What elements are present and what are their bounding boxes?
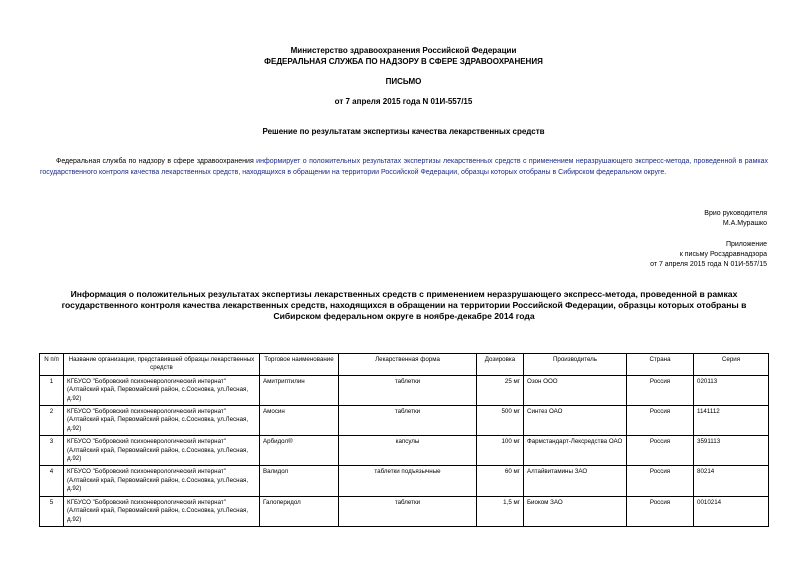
intro-text-plain: Федеральная служба по надзору в сфере здравоохранения <box>56 158 257 165</box>
intro-text-highlight: информирует о положительных результатах экспертизы лекарственных средств с применением неразрушающего экспресс-метода, проведенной в рамках государственного контроля качества лекарственных средств, находящихся в обращении на территории Российской Федерации, образцы которых отобраны в Сибирском федеральном округе. <box>40 158 768 176</box>
cell-dose: 1,5 мг <box>477 496 524 526</box>
appendix-line-1: Приложение <box>725 241 767 248</box>
cell-number: 4 <box>40 466 64 496</box>
cell-dose: 100 мг <box>477 436 524 466</box>
service-name: ФЕДЕРАЛЬНАЯ СЛУЖБА ПО НАДЗОРУ В СФЕРЕ ЗДРАВООХРАНЕНИЯ <box>264 57 543 66</box>
cell-manufacturer: Фармстандарт-Лексредства ОАО <box>524 436 627 466</box>
cell-dose: 500 мг <box>477 406 524 436</box>
cell-manufacturer: Биоком ЗАО <box>524 496 627 526</box>
col-header-dosage-form: Лекарственная форма <box>339 354 477 376</box>
cell-manufacturer: Синтез ОАО <box>524 406 627 436</box>
cell-organization: КГБУСО "Бобровский психоневрологический интернат" (Алтайский край, Первомайский район, с.Сосновка, ул.Лесная, д.92) <box>64 436 260 466</box>
cell-number: 5 <box>40 496 64 526</box>
table-row <box>40 375 769 405</box>
table-row <box>40 406 769 436</box>
cell-trade-name: Амосин <box>260 406 339 436</box>
col-header-dose: Дозировка <box>477 354 524 376</box>
cell-country: Россия <box>627 406 694 436</box>
info-title: Информация о положительных результатах экспертизы лекарственных средств с применением неразрушающего экспресс-метода, проведенной в рамках государственного контроля качества лекарственных средств, находящихся в обращении на территории Российской Федерации, образцы которых отобраны в Сибирском федеральном округе в ноябре-декабре 2014 года <box>61 289 747 321</box>
appendix-line-2: к письму Росздравнадзора <box>679 251 767 258</box>
table-row <box>40 436 769 466</box>
signature-name: М.А.Мурашко <box>722 220 767 227</box>
cell-series: 0010214 <box>694 496 769 526</box>
col-header-country: Страна <box>627 354 694 376</box>
cell-series: 80214 <box>694 466 769 496</box>
col-header-manufacturer: Производитель <box>524 354 627 376</box>
table-row <box>40 466 769 496</box>
document-title: Решение по результатам экспертизы качества лекарственных средств <box>262 127 545 136</box>
cell-trade-name: Валидол <box>260 466 339 496</box>
col-header-number: N п/п <box>40 354 64 376</box>
cell-dosage-form: таблетки <box>339 375 477 405</box>
col-header-trade-name: Торговое наименование <box>260 354 339 376</box>
cell-dose: 25 мг <box>477 375 524 405</box>
cell-dosage-form: капсулы <box>339 436 477 466</box>
cell-dosage-form: таблетки <box>339 496 477 526</box>
cell-manufacturer: Озон ООО <box>524 375 627 405</box>
cell-dosage-form: таблетки подъязычные <box>339 466 477 496</box>
cell-organization: КГБУСО "Бобровский психоневрологический интернат" (Алтайский край, Первомайский район, с.Сосновка, ул.Лесная, д.92) <box>64 466 260 496</box>
cell-organization: КГБУСО "Бобровский психоневрологический интернат" (Алтайский край, Первомайский район, с.Сосновка, ул.Лесная, д.92) <box>64 496 260 526</box>
appendix-line-3: от 7 апреля 2015 года N 01И-557/15 <box>650 261 767 268</box>
results-table <box>39 353 769 527</box>
cell-organization: КГБУСО "Бобровский психоневрологический интернат" (Алтайский край, Первомайский район, с.Сосновка, ул.Лесная, д.92) <box>64 406 260 436</box>
cell-number: 1 <box>40 375 64 405</box>
cell-series: 3591113 <box>694 436 769 466</box>
ministry-name: Министерство здравоохранения Российской Федерации <box>290 46 517 55</box>
table-header-row <box>40 354 769 376</box>
col-header-series: Серия <box>694 354 769 376</box>
document-date-number: от 7 апреля 2015 года N 01И-557/15 <box>334 97 473 106</box>
intro-paragraph <box>40 156 768 178</box>
cell-country: Россия <box>627 436 694 466</box>
document-type: ПИСЬМО <box>385 77 422 86</box>
cell-series: 1141112 <box>694 406 769 436</box>
cell-series: 020113 <box>694 375 769 405</box>
cell-trade-name: Арбидол® <box>260 436 339 466</box>
cell-trade-name: Галоперидол <box>260 496 339 526</box>
col-header-organization: Название организации, представившей образцы лекарственных средств <box>64 354 260 376</box>
cell-dosage-form: таблетки <box>339 406 477 436</box>
cell-organization: КГБУСО "Бобровский психоневрологический интернат" (Алтайский край, Первомайский район, с.Сосновка, ул.Лесная, д.92) <box>64 375 260 405</box>
cell-country: Россия <box>627 496 694 526</box>
table-row <box>40 496 769 526</box>
cell-dose: 60 мг <box>477 466 524 496</box>
cell-country: Россия <box>627 375 694 405</box>
cell-number: 2 <box>40 406 64 436</box>
cell-number: 3 <box>40 436 64 466</box>
signature-position: Врио руководителя <box>704 210 767 217</box>
cell-manufacturer: Алтайвитамины ЗАО <box>524 466 627 496</box>
cell-country: Россия <box>627 466 694 496</box>
cell-trade-name: Амитриптилин <box>260 375 339 405</box>
